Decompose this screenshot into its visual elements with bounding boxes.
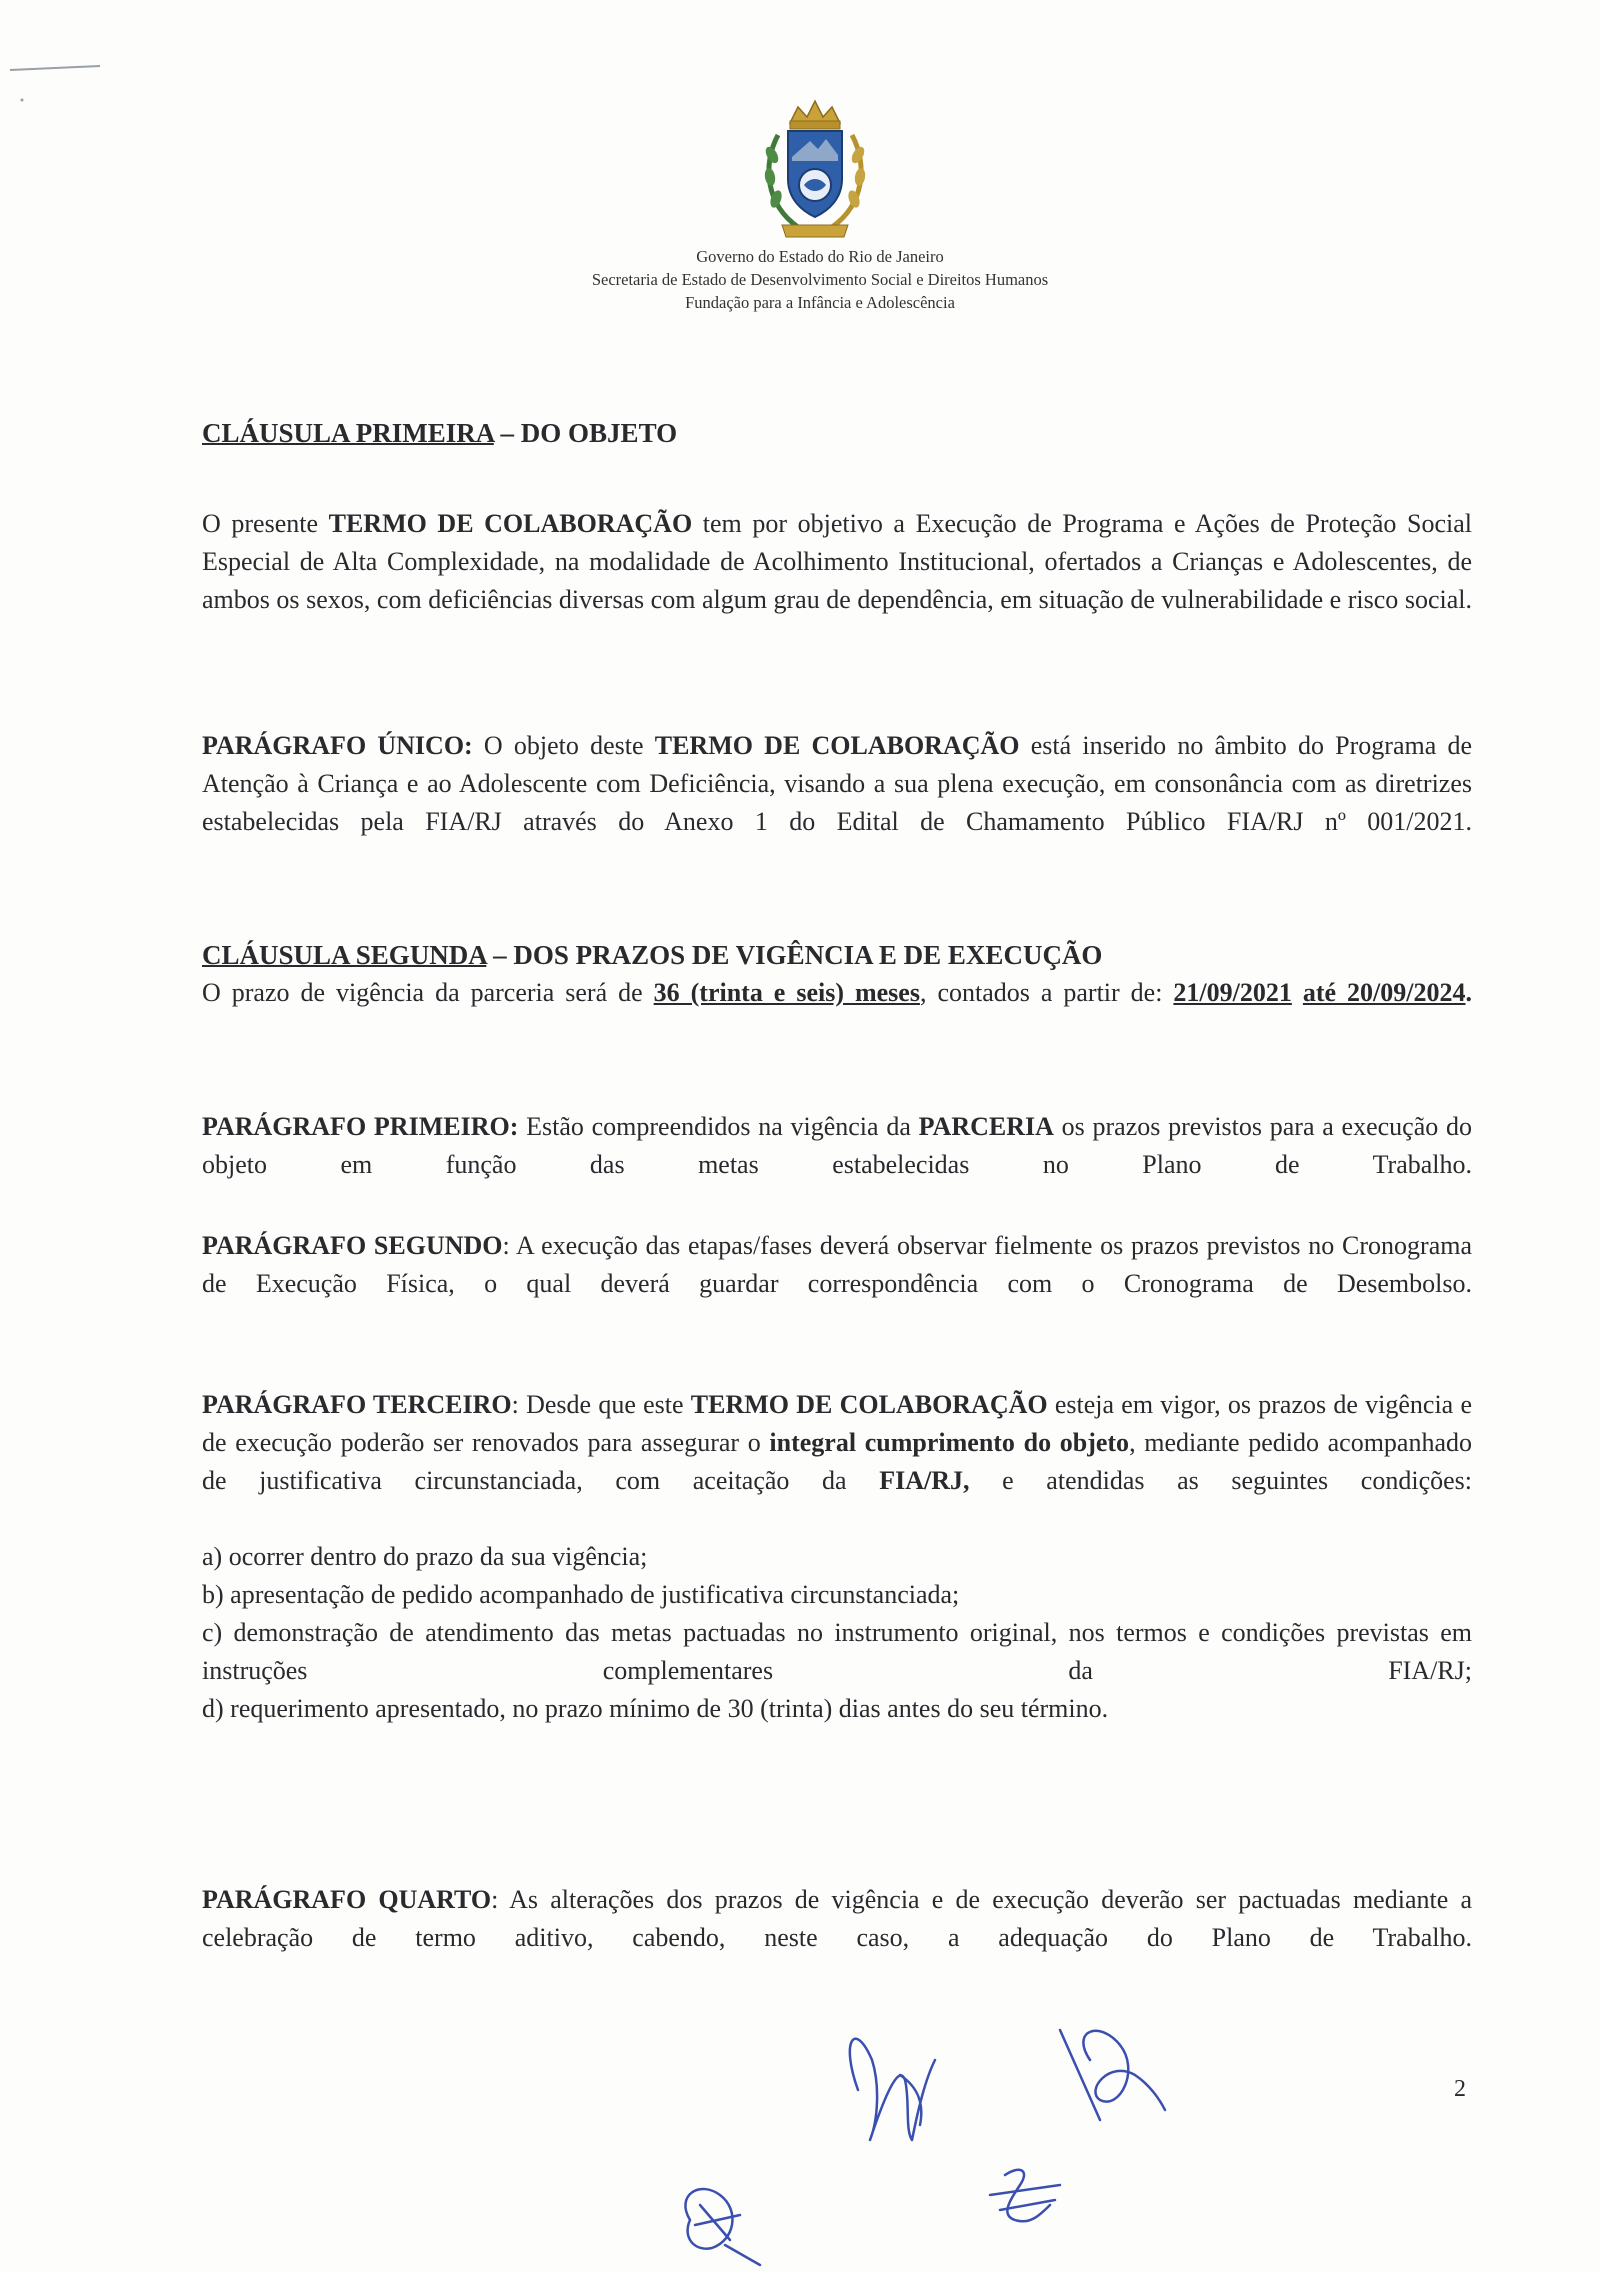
text-run: está inserido no âmbito do Programa de Atenção à Criança e ao Adolescente com Deficiência, visando a sua plena execução, em consonância com as diretrizes estabelecidas pela FIA/RJ através do Anexo 1 do Edital de Chamamento Público FIA/RJ nº 001/2021. (202, 731, 1472, 836)
text-run: os prazos previstos para a execução do objeto em função das metas estabelecidas no Plano de Trabalho. (202, 1112, 1472, 1179)
clause1-heading-subject: – DO OBJETO (493, 418, 678, 448)
text-run: tem por objetivo a Execução de Programa e Ações de Proteção Social Especial de Alta Complexidade, na modalidade de Acolhimento Institucional, ofertados a Crianças e Adolescentes, de ambos os sexos, com deficiências diversas com algum grau de dependência, em situação de vulnerabilidade e risco social. (202, 509, 1472, 614)
paragraph-label: PARÁGRAFO TERCEIRO (202, 1390, 512, 1419)
paragraph-label: PARÁGRAFO SEGUNDO (202, 1231, 503, 1260)
paragrafo-terceiro (202, 1386, 1472, 1500)
paragraph-label: PARÁGRAFO ÚNICO: (202, 731, 473, 760)
term-duration: 36 (trinta e seis) meses (653, 978, 920, 1007)
bold-term: TERMO DE COLABORAÇÃO (654, 731, 1020, 760)
text-run: : A execução das etapas/fases deverá observar fielmente os prazos previstos no Cronograma de Execução Física, o qual deverá guardar correspondência com o Cronograma de Desembolso. (202, 1231, 1472, 1298)
clause2-heading-label: CLÁUSULA SEGUNDA (202, 940, 487, 970)
text-run: , contados a partir de: (919, 978, 1174, 1007)
bold-term: TERMO DE COLABORAÇÃO (690, 1390, 1048, 1419)
state-crest-icon (760, 95, 870, 245)
text-run: esteja em vigor, os prazos de vigência e de execução poderão ser renovados para assegurar o (202, 1390, 1472, 1457)
paragrafo-quarto (202, 1881, 1472, 1957)
letterhead (400, 245, 1240, 314)
paragraph-label: PARÁGRAFO PRIMEIRO: (202, 1112, 519, 1141)
clause2-heading-subject: – DOS PRAZOS DE VIGÊNCIA E DE EXECUÇÃO (486, 940, 1103, 970)
start-date: 21/09/2021 (1173, 978, 1292, 1007)
text-run: e atendidas as seguintes condições: (969, 1466, 1472, 1495)
paragraph-label: PARÁGRAFO QUARTO (202, 1885, 492, 1914)
paragrafo-segundo (202, 1227, 1472, 1303)
text-run: O prazo de vigência da parceria será de (202, 978, 654, 1007)
bold-term: integral cumprimento do objeto (769, 1428, 1130, 1457)
text-run: O objeto deste (472, 731, 655, 760)
condition-item: a) ocorrer dentro do prazo da sua vigência; (202, 1542, 648, 1571)
letterhead-foundation: Fundação para a Infância e Adolescência (685, 293, 955, 312)
text-run: Estão compreendidos na vigência da (518, 1112, 919, 1141)
text-run: , mediante pedido acompanhado de justificativa circunstanciada, com aceitação da (202, 1428, 1473, 1495)
text-run: O presente (202, 509, 329, 538)
letterhead-government: Governo do Estado do Rio de Janeiro (696, 247, 944, 266)
page-number: 2 (1454, 2076, 1466, 2102)
clause1-heading-label: CLÁUSULA PRIMEIRA (202, 418, 494, 448)
bold-term: PARCERIA (918, 1112, 1054, 1141)
paragrafo-unico (202, 727, 1472, 841)
bold-term: TERMO DE COLABORAÇÃO (328, 509, 693, 538)
text-run: . (1465, 978, 1473, 1007)
conditions-list (202, 1538, 1472, 1728)
condition-item: b) apresentação de pedido acompanhado de justificativa circunstanciada; (202, 1580, 960, 1609)
end-date: até 20/09/2024 (1302, 978, 1466, 1007)
text-run: : Desde que este (511, 1390, 691, 1419)
paragrafo-primeiro (202, 1108, 1472, 1184)
condition-item: c) demonstração de atendimento das metas pactuadas no instrumento original, nos termos e condições previstas em instruções complementares da FIA/RJ; (202, 1618, 1472, 1685)
text-run: : As alterações dos prazos de vigência e de execução deverão ser pactuadas mediante a celebração de termo aditivo, cabendo, neste caso, a adequação do Plano de Trabalho. (202, 1885, 1472, 1952)
vigencia-paragraph (202, 974, 1472, 1012)
letterhead-secretariat: Secretaria de Estado de Desenvolvimento Social e Direitos Humanos (591, 270, 1049, 289)
clause1-object-paragraph (202, 505, 1472, 619)
condition-item: d) requerimento apresentado, no prazo mínimo de 30 (trinta) dias antes do seu término. (202, 1694, 1109, 1723)
bold-term: FIA/RJ, (879, 1466, 970, 1495)
clause1-heading (202, 414, 1472, 452)
clause2-heading (202, 936, 1472, 974)
